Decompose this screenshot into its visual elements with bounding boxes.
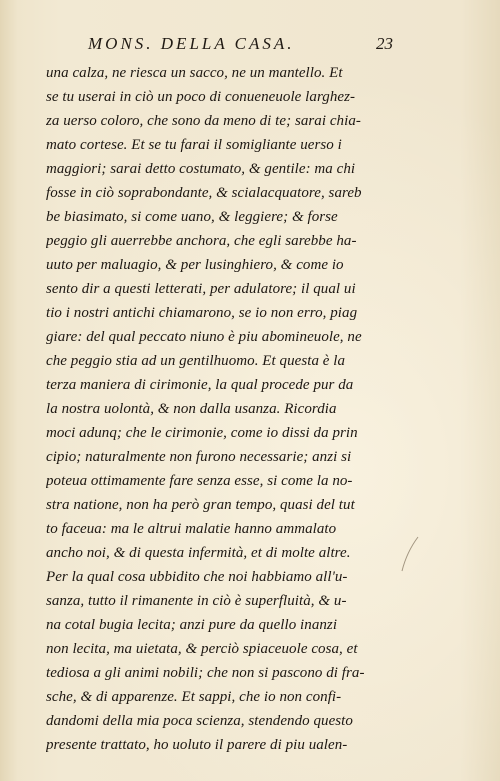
text-line: tediosa a gli animi nobili; che non si pascono di fra-	[46, 665, 365, 681]
text-line: che peggio stia ad un gentilhuomo. Et questa è la	[46, 353, 346, 369]
text-line: peggio gli auerrebbe anchora, che egli sarebbe ha-	[46, 233, 357, 249]
text-line: maggiori; sarai detto costumato, & gentile: ma chi	[46, 161, 356, 177]
text-line: cipio; naturalmente non furono necessarie; anzi si	[46, 449, 352, 465]
text-line: sche, & di apparenze. Et sappi, che io non confi-	[46, 689, 342, 705]
page-header	[88, 34, 408, 60]
text-line: uuto per maluagio, & per lusinghiero, & come io	[46, 257, 344, 273]
body-text	[46, 61, 416, 757]
marginal-pen-mark	[400, 535, 420, 575]
text-line: ancho noi, & di questa infermità, et di molte altre.	[46, 545, 351, 561]
text-line: fosse in ciò soprabondante, & scialacquatore, sareb	[46, 185, 362, 201]
text-line: poteua ottimamente fare senza esse, si come la no-	[46, 473, 353, 489]
text-line: to faceua: ma le altrui malatie hanno ammalato	[46, 521, 337, 537]
text-line: terza maniera di cirimonie, la qual procede pur da	[46, 377, 354, 393]
page-number: 23	[376, 34, 393, 53]
text-line: be biasimato, si come uano, & leggiere; & forse	[46, 209, 338, 225]
text-line: na cotal bugia lecita; anzi pure da quello inanzi	[46, 617, 338, 633]
text-line: la nostra uolontà, & non dalla usanza. Ricordia	[46, 401, 337, 417]
text-line: Per la qual cosa ubbidito che noi habbiamo all'u-	[46, 569, 348, 585]
text-line: giare: del qual peccato niuno è piu abomineuole, ne	[46, 329, 362, 345]
text-line: moci adunq; che le cirimonie, come io dissi da prin	[46, 425, 358, 441]
text-line: dandomi della mia poca scienza, stendendo questo	[46, 713, 353, 729]
text-line: presente trattato, ho uoluto il parere di piu ualen-	[46, 737, 348, 753]
text-line: una calza, ne riesca un sacco, ne un mantello. Et	[46, 65, 343, 81]
running-head: MONS. DELLA CASA.	[88, 34, 295, 53]
text-line: tio i nostri antichi chiamarono, se io non erro, piag	[46, 305, 358, 321]
text-line: se tu userai in ciò un poco di conueneuole larghez-	[46, 89, 356, 105]
text-line: za uerso coloro, che sono da meno di te; sarai chia-	[46, 113, 361, 129]
text-line: mato cortese. Et se tu farai il somigliante uerso i	[46, 137, 342, 153]
text-line: stra natione, non ha però gran tempo, quasi del tut	[46, 497, 355, 513]
text-line: sento dir a questi letterati, per adulatore; il qual ui	[46, 281, 356, 297]
text-line: sanza, tutto il rimanente in ciò è superfluità, & u-	[46, 593, 347, 609]
text-line: non lecita, ma uietata, & perciò spiaceuole cosa, et	[46, 641, 358, 657]
